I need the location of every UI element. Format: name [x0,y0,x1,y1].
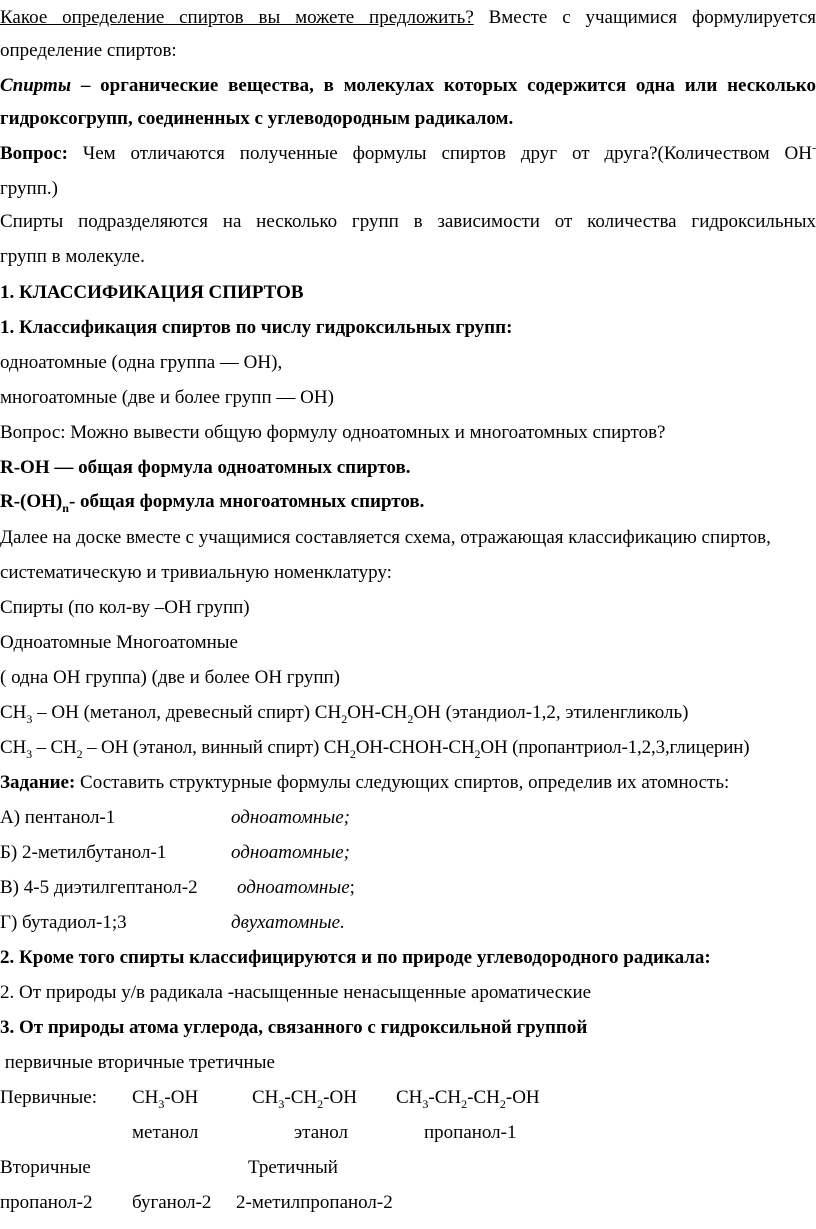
definition-line-2: гидроксогрупп, соединенных с углеводородным радикалом. [0,108,514,129]
monoatomic-line: одноатомные (одна группа — ОН), [0,352,283,373]
scheme-counts: ( одна ОН группа) (две и более ОН групп) [0,667,340,688]
question-1-line-2: групп.) [0,178,58,199]
formula-mono-line: R-OH — общая формула одноатомных спиртов. [0,457,411,478]
task-label: Задание: [0,772,76,793]
intro-line-1 [0,6,816,30]
scheme-row-2: $CH_3 - CH_2$ – OH (этанол, винный спирт) $CH_2OH-CHOH-CH_2OH$ (пропантриол-1,2,3,глицерин) [0,737,750,761]
definition-line-1: Спирты – органические вещества, в молекулах которых содержится одна или несколько [0,75,816,96]
radical-line: 2. От природы у/в радикала -насыщенные ненасыщенные ароматические [0,982,592,1003]
document-page: Какое определение спиртов вы можете предложить? Вместе с учащимися формулируется определение спиртов: Спирты – органические вещества, в молекулах которых содержится одна или несколько гидроксогрупп, соединенных с углеводородным радикалом. Вопрос: Чем отличаются полученные формулы спиртов друг от друга?(Количеством ОН- групп.) Спирты подразделяются на несколько групп в зависимости от количества гидроксильных групп в молекуле. 1. КЛАССИФИКАЦИЯ СПИРТОВ 1. Классификация спиртов по числу гидроксильных групп: одноатомные (одна группа — ОН), многоатомные (две и более групп — ОН) Вопрос: Можно вывести общую формулу одноатомных и многоатомных спиртов? R-OH — общая формула одноатомных спиртов. $R-(OH)_n-$ общая формула многоатомных спиртов. Далее на доске вместе с учащимися составляется схема, отражающая классификацию спиртов, систематическую и тривиальную номенклатуру: Спирты (по кол-ву –ОН групп) Одноатомные Многоатомные ( одна ОН группа) (две и более ОН групп) $CH_3$ – OH (метанол, древесный спирт) $CH_2OH-CH_2OH$ (этандиол-1,2, этиленгликоль) $CH_3 - CH_2$ – OH (этанол, винный спирт) $CH_2OH-CHOH-CH_2OH$ (пропантриол-1,2,3,глицерин) Задание: Составить структурные формулы следующих спиртов, определив их атомность: А) пентанол-1 одноатомные; Б) 2-метилбутанол-1 одноатомные; В) 4-5 диэтилгептанол-2 одноатомные; Г) бутадиол-1;3 двухатомные. 2. Кроме того спирты классифицируются и по природе углеводородного радикала: 2. От природы у/в радикала -насыщенные ненасыщенные ароматические 3. От природы атома углерода, связанного с гидроксильной группой первичные вторичные третичные Первичные: $CH_3-OH$ $CH_3-CH_2-OH$ $CH_3-CH_2-CH_2-OH$ метанол этанол пропанол-1 Вторичные Третичный пропанол-2 буганол-2 2-метилпропанол-2 [0,7,816,1213]
groups-line-1: Спирты подразделяются на несколько групп в зависимости от количества гидроксильных [0,211,816,232]
heading-classification: 1. КЛАССИФИКАЦИЯ СПИРТОВ [0,282,304,303]
formula-ethanol: $CH_3-CH_2-OH$ [252,1087,357,1111]
intro-question: Какое определение спиртов вы можете предложить? [0,7,474,28]
intro-rest: Вместе с учащимися формулируется [473,7,816,28]
formula-poly-line: $R-(OH)_n-$ общая формула многоатомных спиртов. [0,491,425,515]
scheme-intro-line-2: систематическую и тривиальную номенклатуру: [0,562,392,583]
formula-propanol: $CH_3-CH_2-CH_2-OH$ [396,1087,540,1111]
question-1-line-1: Вопрос: Чем отличаются полученные формулы спиртов друг от друга?(Количеством ОН- [0,140,816,164]
subheading-radical: 2. Кроме того спирты классифицируются и по природе углеводородного радикала: [0,947,711,968]
scheme-types: Одноатомные Многоатомные [0,632,238,653]
scheme-title: Спирты (по кол-ву –ОН групп) [0,597,250,618]
secondary-label: Вторичные [0,1157,91,1178]
question-2-line: Вопрос: Можно вывести общую формулу одноатомных и многоатомных спиртов? [0,422,666,443]
tertiary-label: Третичный [248,1157,338,1178]
subheading-hydroxyl-count: 1. Классификация спиртов по числу гидроксильных групп: [0,317,513,338]
definition-term: Спирты [0,75,72,96]
intro-line-2: определение спиртов: [0,40,177,61]
primary-label: Первичные: [0,1087,97,1108]
carbon-types-line: первичные вторичные третичные [0,1052,275,1073]
groups-line-2: групп в молекуле. [0,246,145,267]
subheading-carbon: 3. От природы атома углерода, связанного с гидроксильной группой [0,1017,588,1038]
polyatomic-line: многоатомные (две и более групп — ОН) [0,387,334,408]
scheme-intro-line-1: Далее на доске вместе с учащимися составляется схема, отражающая классификацию спиртов, [0,527,771,548]
task-line: Задание: Составить структурные формулы следующих спиртов, определив их атомность: [0,772,730,793]
scheme-row-1: $CH_3$ – OH (метанол, древесный спирт) $CH_2OH-CH_2OH$ (этандиол-1,2, этиленгликоль) [0,702,689,726]
question-label: Вопрос: [0,143,68,164]
formula-methanol: $CH_3-OH$ [132,1087,199,1111]
